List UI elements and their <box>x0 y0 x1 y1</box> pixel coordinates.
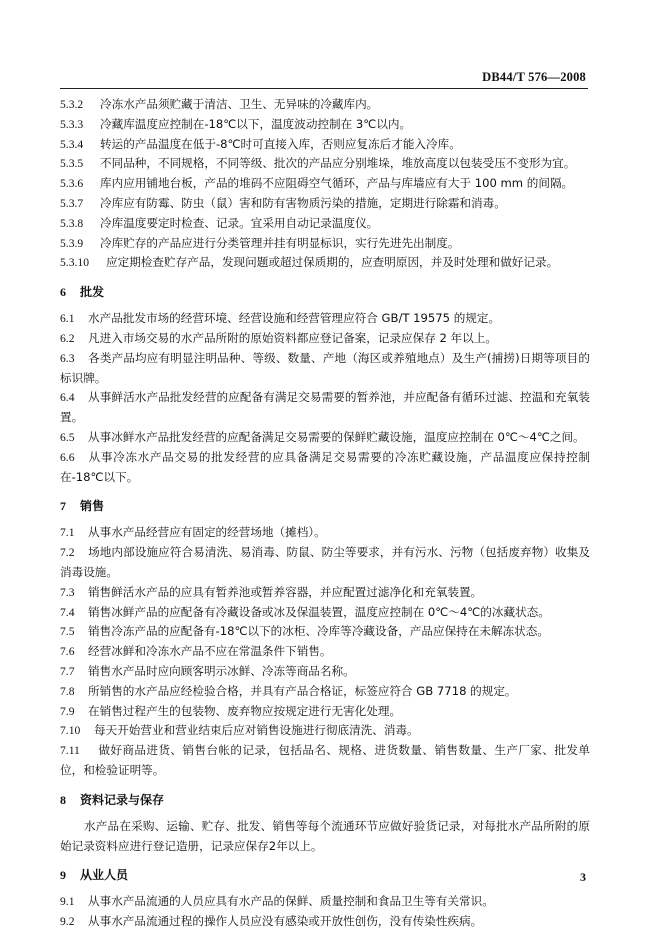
clause-7-7 <box>60 662 590 682</box>
clause-5-3-7 <box>60 194 590 214</box>
standard-code: DB44/T 576—2008 <box>482 70 586 84</box>
clause-number: 5.3.3 <box>60 117 84 131</box>
clause-number: 7.8 <box>60 684 75 698</box>
clause-number: 7.7 <box>60 664 75 678</box>
clause-7-1 <box>60 523 590 543</box>
clause-number: 5.3.2 <box>60 98 84 111</box>
clause-9-1 <box>60 892 590 912</box>
clause-text: 转运的产品温度在低于-8℃时可直接入库，否则应复冻后才能入冷库。 <box>100 136 461 151</box>
clause-text: 各类产品均应有明显注明品种、等级、数量、产地（海区或养殖地点）及生产(捕捞)日期等项目的标识牌。 <box>60 350 590 385</box>
clause-text: 冷冻水产品须贮藏于清洁、卫生、无异味的冷藏库内。 <box>100 97 379 111</box>
clause-text: 所销售的水产品应经检验合格，并具有产品合格证，标签应符合 GB 7718 的规定。 <box>88 683 517 698</box>
clause-text: 从事水产品经营应有固定的经营场地（摊档）。 <box>88 525 326 540</box>
heading-title: 批发 <box>80 285 105 300</box>
section-8 <box>60 790 590 857</box>
clause-number: 7.10 <box>60 724 81 738</box>
clause-7-4 <box>60 603 590 623</box>
clause-5-3-8 <box>60 214 590 234</box>
clause-text: 销售水产品时应向顾客明示冰鲜、冷冻等商品名称。 <box>88 663 355 678</box>
clause-7-2 <box>60 543 590 583</box>
clause-7-6 <box>60 642 590 662</box>
clause-number: 6.2 <box>60 331 75 345</box>
clause-number: 5.3.8 <box>60 216 84 230</box>
clause-6-1 <box>60 309 590 329</box>
page-number: 3 <box>580 870 586 884</box>
section-7 <box>60 496 590 780</box>
clause-6-2 <box>60 329 590 349</box>
clause-number: 7.4 <box>60 605 75 619</box>
clause-number: 7.2 <box>60 546 75 560</box>
clause-text: 销售鲜活水产品的应具有暂养池或暂养容器，并应配置过滤净化和充氧装置。 <box>88 584 483 599</box>
clause-text: 场地内部设施应符合易清洗、易消毒、防鼠、防尘等要求，并有污水、污物（包括废弃物）收集及消毒设施。 <box>60 545 590 579</box>
clause-5-3-3 <box>60 115 590 135</box>
clause-5-3-2 <box>60 95 590 115</box>
section-5-3-list <box>60 95 590 273</box>
clause-number: 5.3.9 <box>60 236 84 250</box>
clause-number: 7.5 <box>60 625 75 639</box>
clause-text: 冷库应有防霉、防虫（鼠）害和防有害物质污染的措施，定期进行除霜和消毒。 <box>100 195 506 210</box>
clause-number: 5.3.4 <box>60 137 84 151</box>
section-6 <box>60 282 590 487</box>
section-9 <box>60 865 590 932</box>
clause-text: 做好商品进货、销售台帐的记录，包括品名、规格、进货数量、销售数量、生产厂家、批发单位，和检验证明等。 <box>60 743 590 777</box>
section-heading <box>60 790 590 810</box>
heading-number: 7 <box>60 499 66 514</box>
clause-text: 凡进入市场交易的水产品所附的原始资料都应登记备案，记录应保存 2 年以上。 <box>88 330 497 345</box>
clause-number: 7.6 <box>60 645 75 659</box>
header-rule <box>60 88 588 89</box>
clause-6-4 <box>60 388 590 428</box>
heading-title: 资料记录与保存 <box>80 792 165 807</box>
clause-number: 7.11 <box>60 744 80 758</box>
clause-text: 应定期检查贮存产品，发现问题或超过保质期的，应查明原因，并及时处理和做好记录。 <box>106 255 559 270</box>
clause-6-5 <box>60 428 590 448</box>
clause-5-3-10 <box>60 253 590 273</box>
clause-number: 5.3.7 <box>60 196 84 210</box>
clause-text: 经营冰鲜和冷冻水产品不应在常温条件下销售。 <box>88 644 332 659</box>
clause-number: 5.3.5 <box>60 157 84 171</box>
clause-number: 9.1 <box>60 895 75 909</box>
clause-7-9 <box>60 702 590 722</box>
clause-text: 在销售过程产生的包装物、废弃物应按规定进行无害化处理。 <box>88 703 402 718</box>
clause-text: 从事水产品流通的人员应具有水产品的保鲜、质量控制和食品卫生等有关常识。 <box>88 894 494 909</box>
clause-number: 6.5 <box>60 430 75 444</box>
section-heading <box>60 282 590 302</box>
heading-number: 9 <box>60 868 66 883</box>
clause-text: 冷藏库温度应控制在-18℃以下，温度波动控制在 3℃以内。 <box>100 116 412 131</box>
clause-number: 6.6 <box>60 450 75 464</box>
clause-number: 7.1 <box>60 526 75 540</box>
heading-title: 销售 <box>80 499 105 514</box>
clause-number: 5.3.6 <box>60 177 84 191</box>
clause-text: 冷库温度要定时检查、记录。宜采用自动记录温度仪。 <box>100 215 379 230</box>
clause-number: 5.3.10 <box>60 256 89 270</box>
clause-text: 从事冷冻水产品交易的批发经营的应具备满足交易需要的冷冻贮藏设施，产品温度应保持控制在-18℃以下。 <box>60 449 590 484</box>
clause-text: 冷库贮存的产品应进行分类管理并挂有明显标识，实行先进先出制度。 <box>100 235 460 250</box>
clause-text: 水产品批发市场的经营环境、经营设施和经营管理应符合 GB/T 19575 的规定。 <box>88 311 501 326</box>
clause-number: 9.2 <box>60 915 75 929</box>
heading-number: 8 <box>60 792 66 807</box>
clause-5-3-4 <box>60 135 590 155</box>
clause-6-6 <box>60 448 590 488</box>
section-heading <box>60 865 590 885</box>
heading-number: 6 <box>60 285 66 300</box>
clause-number: 7.9 <box>60 704 75 718</box>
clause-text: 每天开始营业和营业结束后应对销售设施进行彻底清洗、消毒。 <box>94 723 419 738</box>
clause-7-10 <box>60 721 590 741</box>
clause-text: 从事鲜活水产品批发经营的应配备有满足交易需要的暂养池，并应配备有循环过滤、控温和充氧装置。 <box>60 390 590 425</box>
clause-7-8 <box>60 682 590 702</box>
clause-7-5 <box>60 622 590 642</box>
clause-7-3 <box>60 583 590 603</box>
clause-number: 6.4 <box>60 391 75 405</box>
clause-number: 6.1 <box>60 312 75 326</box>
clause-5-3-9 <box>60 234 590 254</box>
document-body <box>60 95 590 932</box>
clause-5-3-6 <box>60 174 590 194</box>
clause-text: 从事水产品流通过程的操作人员应没有感染或开放性创伤，没有传染性疾病。 <box>88 914 483 929</box>
clause-text: 库内应用铺地台板，产品的堆码不应阻碍空气循环，产品与库墙应有大于 100 mm 的间隔。 <box>100 176 574 191</box>
clause-number: 7.3 <box>60 585 75 599</box>
clause-text: 销售冰鲜产品的应配备有冷藏设备或冰及保温装置，温度应控制在 0℃～4℃的冰藏状态。 <box>88 604 550 619</box>
clause-7-11 <box>60 741 590 781</box>
clause-9-2 <box>60 912 590 932</box>
heading-title: 从业人员 <box>80 868 129 883</box>
clause-number: 6.3 <box>60 351 75 365</box>
clause-text: 从事冰鲜水产品批发经营的应配备满足交易需要的保鲜贮藏设施，温度应控制在 0℃～4℃之间。 <box>88 429 585 444</box>
clause-text: 不同品种，不同规格，不同等级、批次的产品应分别堆垛，堆放高度以包装受压不变形为宜。 <box>100 156 576 171</box>
clause-text: 销售冷冻产品的应配备有-18℃以下的冰柜、冷库等冷藏设备，产品应保持在未解冻状态。 <box>88 624 549 639</box>
section-heading <box>60 496 590 516</box>
clause-6-3 <box>60 349 590 389</box>
section-8-paragraph: 水产品在采购、运输、贮存、批发、销售等每个流通环节应做好验货记录，对每批水产品所附的原始记录资料应进行登记造册，记录应保存2年以上。 <box>60 818 590 853</box>
clause-5-3-5 <box>60 154 590 174</box>
